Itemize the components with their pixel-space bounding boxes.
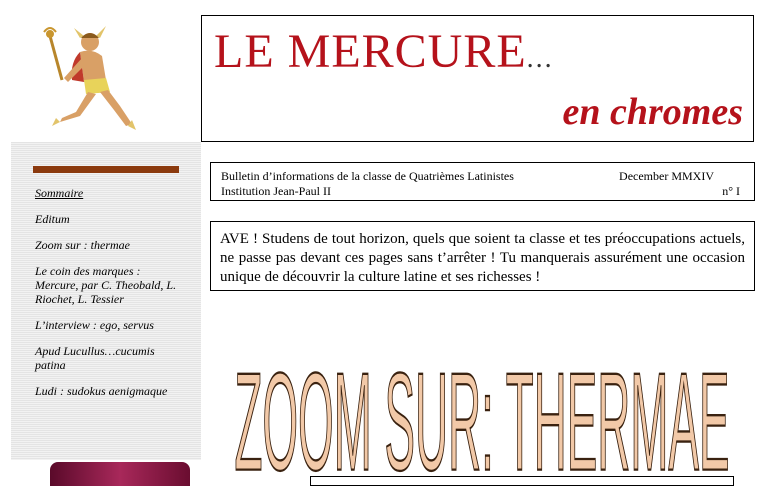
- sidebar-divider: [33, 166, 179, 173]
- feature-heading-wordart: [225, 320, 740, 480]
- intro-text: AVE ! Studens de tout horizon, quels que soient ta classe et tes préoccupations actuels, ne passe pas devant ces pages sans t’arrêter ! Tu manquerais assurément une occasion unique de découvrir la culture latine et ses richesses !: [220, 231, 745, 285]
- article-box: [310, 476, 734, 486]
- toc-item-marques[interactable]: Le coin des marques : Mercure, par C. Theobald, L. Riochet, L. Tessier: [35, 264, 177, 306]
- intro-box: [210, 221, 755, 291]
- newsletter-title: LE MERCURE...: [214, 25, 554, 78]
- toc-item-interview[interactable]: L’interview : ego, servus: [35, 318, 154, 332]
- table-of-contents: [35, 186, 185, 410]
- info-bar: [210, 162, 755, 201]
- bulletin-description: Bulletin d’informations de la classe de Quatrièmes Latinistes: [221, 169, 514, 183]
- sidebar: [11, 142, 201, 460]
- toc-item-sommaire[interactable]: Sommaire: [35, 186, 84, 200]
- toc-item-ludi[interactable]: Ludi : sudokus aenigmaque: [35, 384, 168, 398]
- toc-item-recipe[interactable]: Apud Lucullus…cucumis patina: [35, 344, 155, 372]
- title-ellipsis: ...: [526, 43, 554, 74]
- issue-date: December MMXIV: [619, 169, 714, 183]
- newsletter-subtitle: en chromes: [562, 91, 743, 133]
- toc-item-editum[interactable]: Editum: [35, 212, 70, 226]
- sidebar-bottom-image: [50, 462, 190, 486]
- masthead: [201, 15, 754, 142]
- mercury-logo: [40, 22, 140, 134]
- feature-heading: ZOOM SUR: THERMAE: [234, 345, 730, 480]
- issue-number: n° I: [722, 184, 740, 198]
- institution-name: Institution Jean-Paul II: [221, 184, 331, 198]
- toc-item-zoom[interactable]: Zoom sur : thermae: [35, 238, 130, 252]
